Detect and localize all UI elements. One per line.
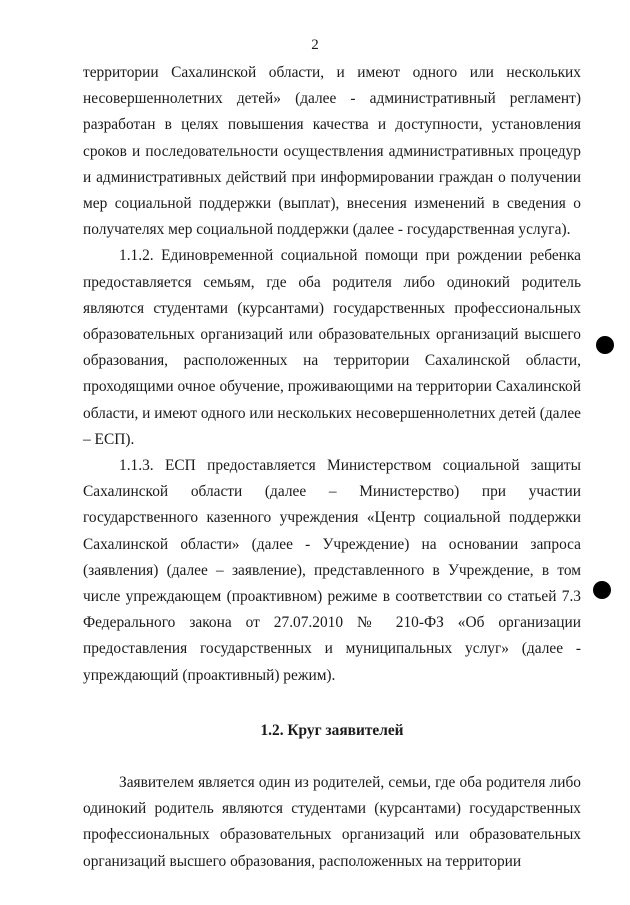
paragraph-continuation: территории Сахалинской области, и имеют одного или нескольких несовершеннолетних детей» (далее - административный регламент) разработан в целях повышения качества и доступности, установления сроков и последовательности осуществления административных процедур и административных действий при информировании граждан о получении мер социальной поддержки (выплат), внесения изменений в сведения о получателях мер социальной поддержки (далее - государственная услуга). [83, 64, 581, 239]
document-body [83, 60, 581, 875]
section-heading: 1.2. Круг заявителей [260, 721, 404, 739]
paragraph-1-1-3: 1.1.3. ЕСП предоставляется Министерством социальной защиты Сахалинской области (далее – Министерство) при участии государственного казенного учреждения «Центр социальной поддержки Сахалинской области» (далее - Учреждение) на основании запроса (заявления) (далее – заявление), представленного в Учреждение, в том числе упреждающем (проактивном) режиме в соответствии со статьей 7.3 Федерального закона от 27.07.2010 № 210-ФЗ «Об организации предоставления государственных и муниципальных услуг» (далее - упреждающий (проактивный) режим). [83, 457, 581, 684]
page-number: 2 [311, 37, 319, 53]
punch-hole-mark [596, 336, 614, 354]
punch-hole-mark [593, 581, 611, 599]
paragraph-1-1-2: 1.1.2. Единовременной социальной помощи при рождении ребенка предоставляется семьям, где оба родителя либо одинокий родитель являются студентами (курсантами) государственных профессиональных образовательных организаций или образовательных организаций высшего образования, расположенных на территории Сахалинской области, проходящими очное обучение, проживающими на территории Сахалинской области, и имеют одного или нескольких несовершеннолетних детей (далее – ЕСП). [83, 247, 581, 448]
paragraph-applicants: Заявителем является один из родителей, семьи, где оба родителя либо одинокий родитель являются студентами (курсантами) государственных профессиональных образовательных организаций или образовательных организаций высшего образования, расположенных на территории [83, 774, 581, 870]
